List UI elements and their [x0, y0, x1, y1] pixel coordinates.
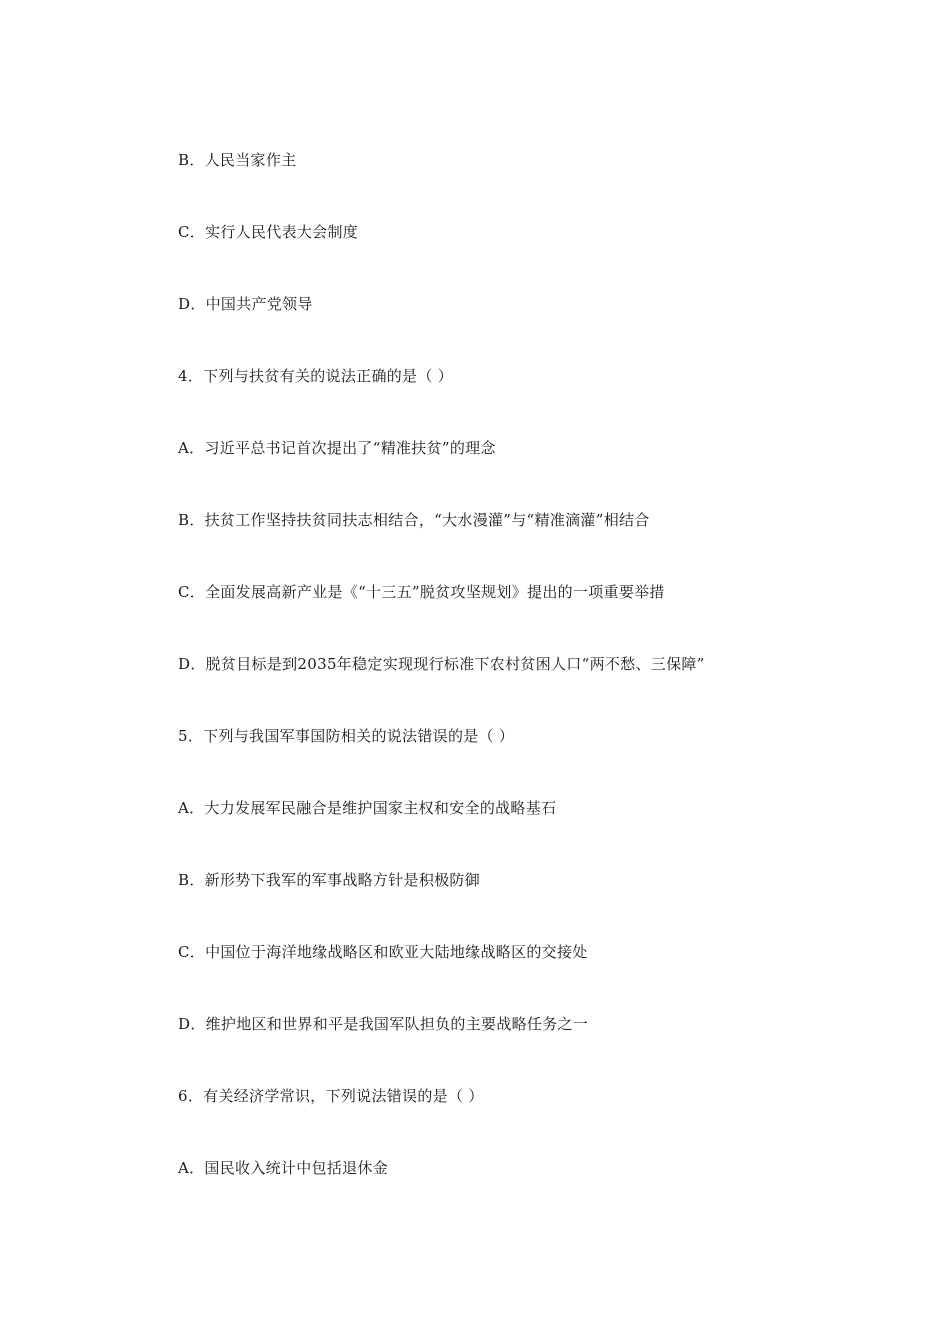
option-b-q4: B．扶贫工作坚持扶贫同扶志相结合，“大水漫灌”与“精准滴灌”相结合 — [178, 511, 650, 529]
option-b-q3: B．人民当家作主 — [178, 151, 297, 169]
option-c-q3: C．实行人民代表大会制度 — [178, 223, 359, 241]
option-d-q4: D．脱贫目标是到2035年稳定实现现行标准下农村贫困人口“两不愁、三保障” — [178, 655, 705, 673]
question-6: 6．有关经济学常识，下列说法错误的是（ ） — [178, 1087, 484, 1105]
question-5: 5．下列与我国军事国防相关的说法错误的是（ ） — [178, 727, 515, 745]
option-d-q3: D．中国共产党领导 — [178, 295, 313, 313]
option-d-q5: D．维护地区和世界和平是我国军队担负的主要战略任务之一 — [178, 1015, 589, 1033]
option-b-q5: B．新形势下我军的军事战略方针是积极防御 — [178, 871, 481, 889]
option-a-q6: A．国民收入统计中包括退休金 — [178, 1159, 389, 1177]
option-c-q4: C．全面发展高新产业是《“十三五”脱贫攻坚规划》提出的一项重要举措 — [178, 583, 665, 601]
option-a-q5: A．大力发展军民融合是维护国家主权和安全的战略基石 — [178, 799, 557, 817]
question-4: 4．下列与扶贫有关的说法正确的是（ ） — [178, 367, 454, 385]
option-c-q5: C．中国位于海洋地缘战略区和欧亚大陆地缘战略区的交接处 — [178, 943, 588, 961]
option-a-q4: A．习近平总书记首次提出了“精准扶贫”的理念 — [178, 439, 496, 457]
